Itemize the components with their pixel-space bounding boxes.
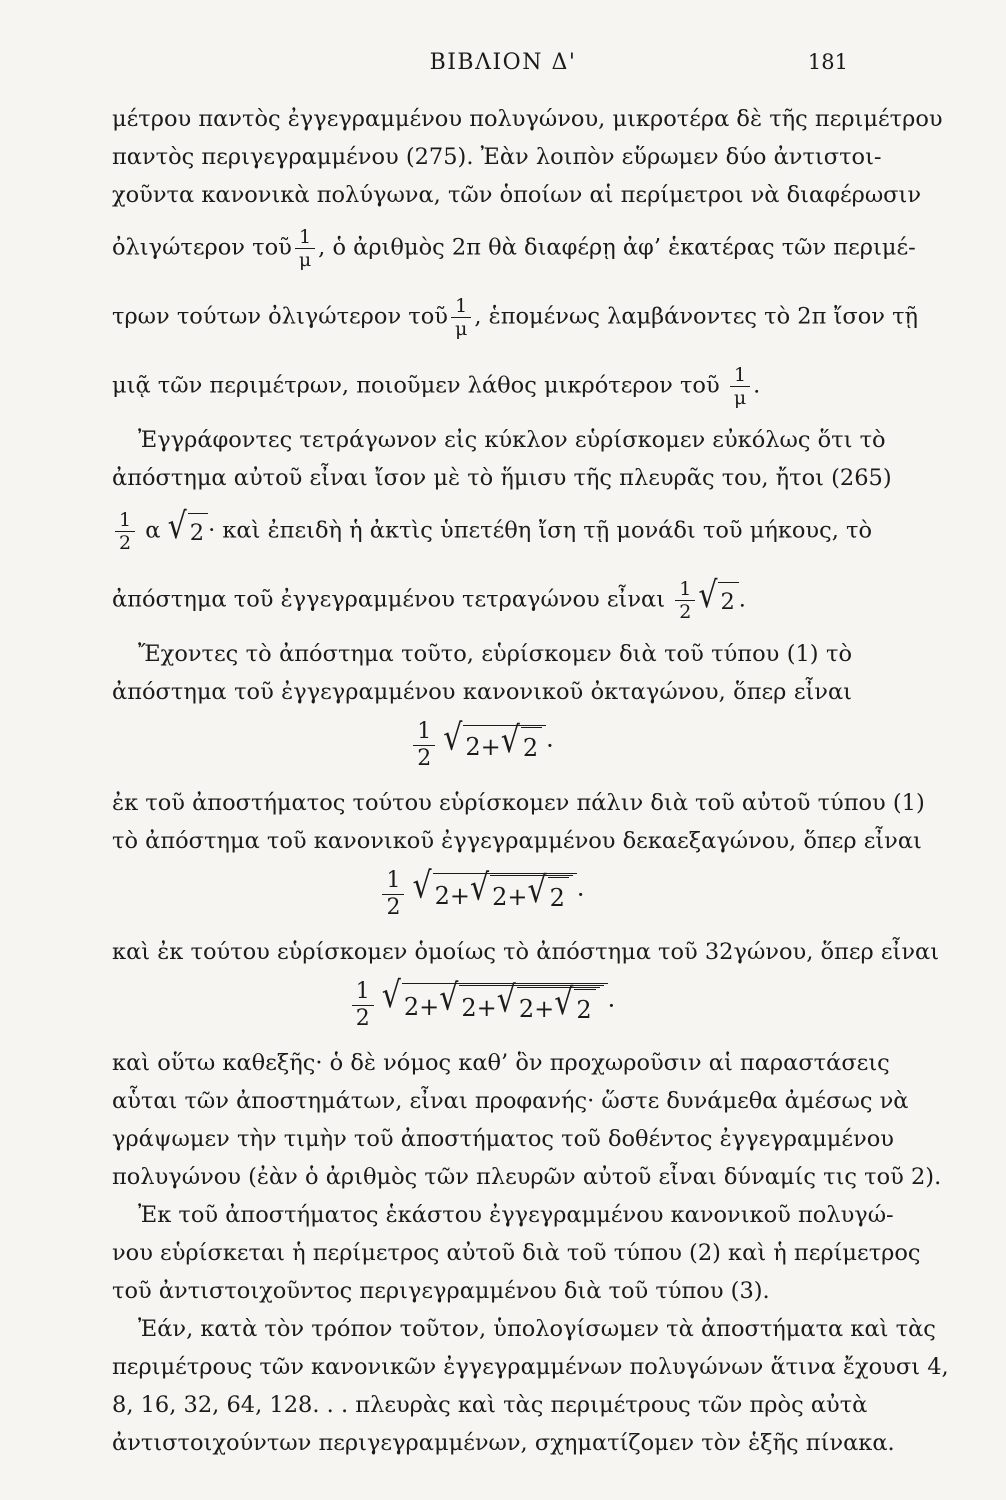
page-header — [0, 50, 1006, 80]
text-line-20: Ἐκ τοῦ ἀποστήματος ἑκάστου ἐγγεγραμμένου κανονικοῦ πολυγώ- — [138, 1202, 894, 1228]
fraction-denominator: 2 — [355, 1006, 370, 1031]
fraction-denominator: μ — [454, 318, 468, 340]
line-10-pre: ἀπόστημα τοῦ ἐγγεγραμμένου τετραγώνου εἶναι — [112, 586, 666, 613]
text-line-10 — [112, 566, 852, 635]
fraction-numerator: 1 — [115, 509, 135, 532]
text-line-3: χοῦντα κανονικὰ πολύγωνα, τῶν ὁποίων αἱ περίμετροι νὰ διαφέρωσιν — [112, 182, 922, 208]
formula-punctuation: · — [607, 991, 616, 1020]
inner-square-root — [500, 718, 542, 767]
outer-square-root — [412, 864, 576, 917]
text-line-22: τοῦ ἀντιστοιχοῦντος περιγεγραμμένου διὰ τοῦ τύπου (3). — [112, 1278, 770, 1304]
radicand-term: 2+ — [403, 992, 440, 1021]
fraction-one-over-mu — [730, 364, 750, 409]
radicand-term: 2+ — [518, 994, 555, 1023]
radicand: 2 — [548, 877, 569, 917]
text-line-9 — [112, 497, 872, 566]
third-square-root — [496, 978, 600, 1029]
line-4-post: , ὁ ἀριθμὸς 2π θὰ διαφέρῃ ἀφ’ ἑκατέρας τῶν περιμέ- — [318, 234, 916, 261]
fraction-numerator: 1 — [730, 364, 750, 387]
radicand-term: 2+ — [492, 882, 528, 911]
formula-octagon-apothem — [112, 716, 852, 772]
fraction-denominator: 2 — [386, 895, 401, 920]
text-line-19: πολυγώνου (ἐὰν ὁ ἀριθμὸς τῶν πλευρῶν αὐτοῦ εἶναι δύναμίς τις τοῦ 2). — [112, 1164, 942, 1190]
fraction-denominator: μ — [298, 249, 312, 271]
formula-punctuation: · — [546, 731, 554, 760]
formula-punctuation: · — [576, 880, 585, 909]
radical-sign-icon: √ — [554, 980, 574, 1023]
line-10-post: . — [738, 586, 746, 613]
fraction-denominator: 2 — [417, 746, 432, 771]
radical-sign-icon: √ — [698, 574, 718, 617]
formula-hexadecagon-apothem — [112, 864, 852, 921]
text-line-6 — [112, 352, 852, 421]
text-body — [112, 100, 949, 1462]
text-line-15: καὶ ἐκ τούτου εὑρίσκομεν ὁμοίως τὸ ἀπόστημα τοῦ 32γώνου, ὅπερ εἶναι — [112, 939, 940, 965]
text-line-21: νου εὑρίσκεται ἡ περίμετρος αὐτοῦ διὰ τοῦ τύπου (2) καὶ ἡ περίμετρος — [112, 1240, 921, 1266]
second-square-root — [439, 976, 603, 1029]
text-line-12: ἀπόστημα τοῦ ἐγγεγραμμένου κανονικοῦ ὀκταγώνου, ὅπερ εἶναι — [112, 679, 852, 705]
radical-sign-icon: √ — [527, 868, 547, 911]
fraction-one-half — [115, 509, 135, 554]
line-5-pre: τρων τούτων ὀλιγώτερον τοῦ — [112, 303, 448, 330]
fraction-denominator: 2 — [119, 532, 132, 554]
fraction-denominator: μ — [733, 387, 747, 409]
radical-sign-icon: √ — [496, 978, 516, 1021]
fraction-numerator: 1 — [675, 578, 695, 601]
fraction-numerator: 1 — [295, 226, 315, 249]
text-line-11: Ἔχοντες τὸ ἀπόστημα τοῦτο, εὑρίσκομεν διὰ τοῦ τύπου (1) τὸ — [138, 641, 852, 667]
fraction-one-half — [352, 979, 374, 1032]
radicand: 2 — [574, 989, 595, 1029]
fraction-numerator: 1 — [451, 295, 471, 318]
text-line-18: γράψωμεν τὴν τιμὴν τοῦ ἀποστήματος τοῦ δοθέντος ἐγγεγραμμένου — [112, 1126, 894, 1152]
formula-32gon-apothem — [112, 974, 852, 1032]
fraction-one-half — [675, 578, 695, 623]
text-line-1: μέτρου παντὸς ἐγγεγραμμένου πολυγώνου, μικροτέρα δὲ τῆς περιμέτρου — [112, 106, 943, 132]
fraction-numerator: 1 — [382, 868, 404, 895]
line-5-post: , ἑπομένως λαμβάνοντες τὸ 2π ἴσον τῇ — [474, 303, 919, 330]
outer-square-root — [443, 716, 546, 767]
inner-square-root — [554, 980, 595, 1029]
fraction-one-over-mu — [451, 295, 471, 340]
radical-sign-icon: √ — [412, 864, 432, 907]
fraction-denominator: 2 — [679, 601, 692, 623]
running-title: ΒΙΒΛΙΟΝ Δ' — [429, 50, 577, 75]
line-6-pre: μιᾷ τῶν περιμέτρων, ποιοῦμεν λάθος μικρότερον τοῦ — [112, 372, 720, 399]
square-root — [167, 505, 208, 551]
text-line-8: ἀπόστημα αὐτοῦ εἶναι ἴσον μὲ τὸ ἥμισυ τῆς πλευρᾶς του, ἤτοι (265) — [112, 465, 892, 491]
text-line-4 — [112, 214, 916, 283]
text-line-23: Ἐάν, κατὰ τὸν τρόπον τοῦτον, ὑπολογίσωμεν τὰ ἀποστήματα καὶ τὰς — [138, 1316, 936, 1342]
text-line-16: καὶ οὕτω καθεξῆς· ὁ δὲ νόμος καθ’ ὃν προχωροῦσιν αἱ παραστάσεις — [112, 1050, 890, 1076]
radical-sign-icon: √ — [167, 505, 187, 548]
outer-square-root — [381, 974, 608, 1029]
text-line-7: Ἐγγράφοντες τετράγωνον εἰς κύκλον εὑρίσκομεν εὐκόλως ὅτι τὸ — [138, 427, 886, 453]
radicand-term: 2+ — [434, 881, 470, 910]
radicand-term: 2+ — [465, 732, 501, 761]
fraction-one-over-mu — [295, 226, 315, 271]
fraction-numerator: 1 — [413, 719, 435, 746]
radicand: 2 — [188, 513, 208, 551]
fraction-one-half — [382, 868, 404, 921]
radicand: 2 — [718, 582, 738, 620]
line-6-post: . — [753, 372, 761, 399]
text-line-13: ἐκ τοῦ ἀποστήματος τούτου εὑρίσκομεν πάλιν διὰ τοῦ αὐτοῦ τύπου (1) — [112, 790, 925, 816]
radicand: 2 — [521, 727, 542, 767]
line-9-post: · καὶ ἐπειδὴ ἡ ἀκτὶς ὑπετέθη ἴση τῇ μονάδι τοῦ μήκους, τὸ — [208, 517, 872, 544]
text-line-5 — [112, 283, 919, 352]
text-line-2: παντὸς περιγεγραμμένου (275). Ἐὰν λοιπὸν εὕρωμεν δύο ἀντιστοι- — [112, 144, 882, 170]
radical-sign-icon: √ — [443, 716, 463, 759]
text-line-17: αὗται τῶν ἀποστημάτων, εἶναι προφανής· ὥστε δυνάμεθα ἀμέσως νὰ — [112, 1088, 909, 1114]
radical-sign-icon: √ — [381, 974, 401, 1017]
fraction-one-half — [413, 719, 435, 772]
square-root — [698, 574, 738, 620]
middle-square-root — [469, 866, 573, 917]
text-line-14: τὸ ἀπόστημα τοῦ κανονικοῦ ἐγγεγραμμένου δεκαεξαγώνου, ὅπερ εἶναι — [112, 828, 922, 854]
radicand-term: 2+ — [461, 993, 497, 1022]
page-number: 181 — [807, 50, 848, 74]
text-line-26: ἀντιστοιχούντων περιγεγραμμένων, σχηματίζομεν τὸν ἑξῆς πίνακα. — [112, 1430, 895, 1456]
radical-sign-icon: √ — [500, 718, 520, 761]
radical-sign-icon: √ — [439, 976, 459, 1019]
inner-square-root — [527, 868, 568, 917]
line-4-pre: ὀλιγώτερον τοῦ — [112, 234, 292, 261]
fraction-numerator: 1 — [352, 979, 374, 1006]
text-line-25: 8, 16, 32, 64, 128. . . πλευρὰς καὶ τὰς περιμέτρους τῶν πρὸς αὐτὰ — [112, 1392, 868, 1418]
radical-sign-icon: √ — [469, 866, 490, 909]
text-line-24: περιμέτρους τῶν κανονικῶν ἐγγεγραμμένων πολυγώνων ἅτινα ἔχουσι 4, — [112, 1354, 949, 1380]
side-symbol: α — [145, 517, 161, 544]
